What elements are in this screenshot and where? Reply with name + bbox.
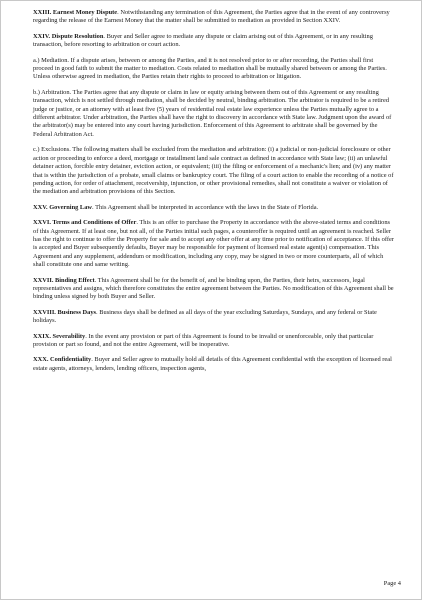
section-heading: XXIII. Earnest Money Dispute (33, 9, 118, 16)
section-heading: XXIX. Severability (33, 332, 86, 340)
section-xxvii (33, 277, 395, 302)
section-text: a.) Mediation. If a dispute arises, between or among the Parties, and it is not resolved prior to or after recording, the Parties shall first proceed in good faith to submit the matter to mediation. Costs related to mediation shall be mutually shared between or among the Parties. Unless otherwise agreed in mediation, the Parties retain their rights to proceed to arbitration or litigation. (33, 56, 387, 81)
section-xxiii (33, 9, 395, 26)
section-text: . Business days shall be defined as all days of the year excluding Saturdays, Sundays, and any federal or State holidays. (33, 308, 377, 325)
section-xxv (33, 204, 395, 212)
section-xxviii (33, 309, 395, 326)
section-heading: XXX. Confidentiality (33, 356, 92, 364)
page-number: Page 4 (383, 580, 401, 587)
section-heading: XXVIII. Business Days (33, 308, 97, 316)
section-text: c.) Exclusions. The following matters shall be excluded from the mediation and arbitration: (i) a judicial or non-judicial foreclosure or other action or proceeding to enforce a deed, mortgage or installment land sale contract as defined in accordance with State law; (ii) an unlawful detainer action, forcible entry detainer, eviction action, or equivalent; (iii) the filing or enforcement of a mechanic's lien; and (iv) any matter that is within the jurisdiction of a probate, small claims or bankruptcy court. The filing of a court action to enable the recording of a notice of pending action, for order of attachment, receivership, injunction, or other provisional remedies, shall not constitute a waiver or violation of the mediation and arbitration provisions of this Section. (33, 146, 394, 196)
section-xxvi (33, 219, 395, 269)
section-text: . Notwithstanding any termination of this Agreement, the Parties agree that in the event of any controversy regarding the release of the Earnest Money that the matter shall be submitted to mediation as provided in Section XXIV. (33, 9, 390, 25)
section-text: . Buyer and Seller agree to mutually hold all details of this Agreement confidential with the exception of licensed real estate agents, attorneys, lenders, lending officers, inspection agents, (33, 356, 392, 372)
section-xxix (33, 333, 395, 350)
section-text: . This Agreement shall be interpreted in accordance with the laws in the State of Florida. (92, 203, 319, 211)
section-text: b.) Arbitration. The Parties agree that any dispute or claim in law or equity arising between them out of this Agreement or any resulting transaction, which is not settled through mediation, shall be decided by neutral, binding arbitration. The arbitrator is required to be a retired judge or justice, or an attorney with at least five (5) years of residential real estate law experience unless the Parties mutually agree to a different arbitrator. Under arbitration, the Parties shall have the right to discovery in accordance with State law. Judgment upon the award of the arbitrator(s) may be entered into any court having jurisdiction. Enforcement of this Agreement to arbitrate shall be governed by the Federal Arbitration Act. (33, 88, 392, 138)
section-text: . This Agreement shall be for the benefit of, and be binding upon, the Parties, their heirs, successors, legal representatives and assigns, which therefore constitutes the entire agreement between the Parties. No modification of this Agreement shall be binding unless signed by both Buyer and Seller. (33, 276, 394, 301)
section-text: . In the event any provision or part of this Agreement is found to be invalid or unenforceable, only that particular provision or part so found, and not the entire Agreement, will be inoperative. (33, 332, 374, 348)
section-xxiv-a (33, 57, 395, 82)
section-xxiv (33, 33, 395, 50)
section-heading: XXVI. Terms and Conditions of Offer (33, 219, 137, 227)
section-text: . Buyer and Seller agree to mediate any dispute or claim arising out of this Agreement, or in any resulting transaction, before resorting to arbitration or court action. (33, 32, 373, 49)
section-xxiv-c (33, 146, 395, 196)
section-xxiv-b (33, 89, 395, 139)
document-body (33, 9, 395, 380)
section-heading: XXIV. Dispute Resolution (33, 32, 104, 40)
section-heading: XXV. Governing Law (33, 203, 92, 211)
section-xxx (33, 356, 395, 373)
section-heading: XXVII. Binding Effect (33, 276, 95, 284)
section-text: . This is an offer to purchase the Property in accordance with the above-stated terms and conditions of this Agreement. If at least one, but not all, of the Parties initial such pages, a counteroffer is required until an agreement is reached. Seller has the right to continue to offer the Property for sale and to accept any other offer at any time prior to notification of acceptance. If this offer is accepted and Buyer subsequently defaults, Buyer may be responsible for payment of licensed real estate agent(s) compensation. This Agreement and any supplement, addendum or modification, including any copy, may be signed in two or more counterparts, all of which shall constitute one and same writing. (33, 219, 394, 269)
